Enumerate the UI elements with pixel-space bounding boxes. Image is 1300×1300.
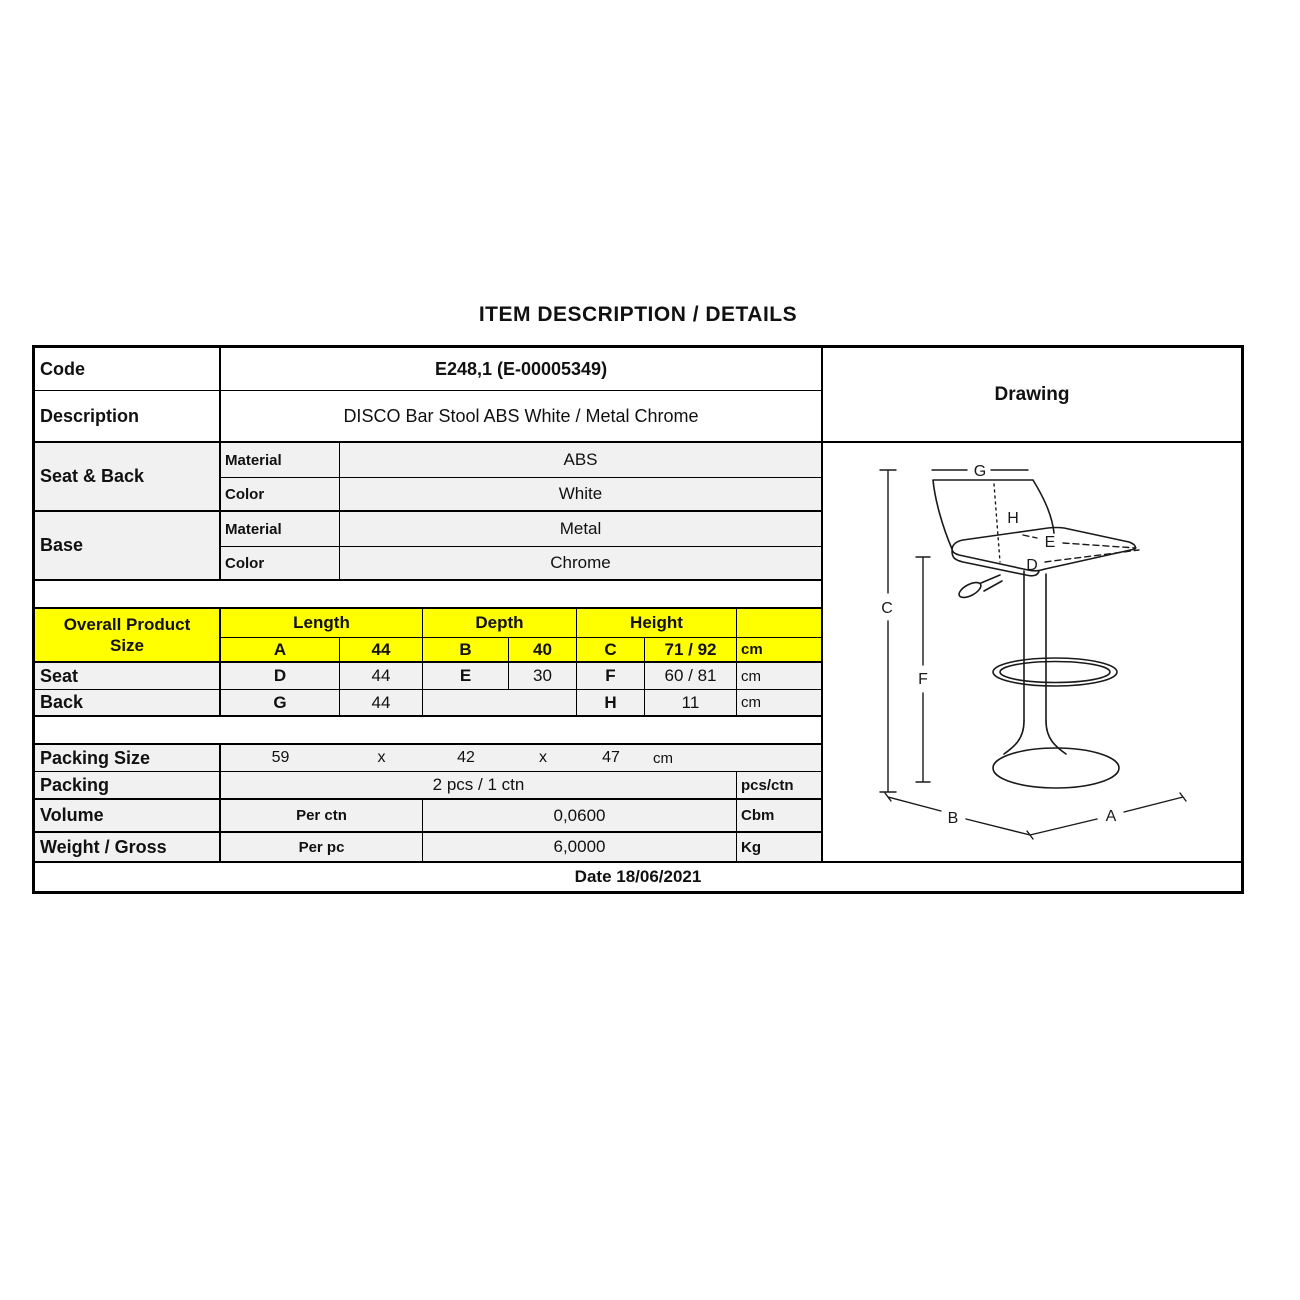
- dim-a-letter: A: [221, 638, 340, 663]
- size-corner-cell: [35, 609, 221, 663]
- dim-line-b: [885, 793, 1033, 839]
- stool-lever-arm: [981, 575, 1002, 591]
- dim-d-letter: D: [221, 663, 340, 690]
- seat-back-color-label: Color: [221, 478, 340, 512]
- height-header: Height: [577, 609, 737, 638]
- seat-back-label: Seat & Back: [35, 443, 221, 512]
- dim-f-unit: cm: [737, 663, 823, 690]
- dim-h-unit: cm: [737, 690, 823, 717]
- packing-size-value: [221, 745, 823, 772]
- dim-c-letter: C: [577, 638, 645, 663]
- dim-f-letter: F: [577, 663, 645, 690]
- weight-basis: Per pc: [221, 833, 423, 863]
- stool-column: [1024, 571, 1046, 721]
- packing-size-x2: x: [539, 749, 547, 766]
- weight-unit: Kg: [737, 833, 823, 863]
- stool-footring-inner: [1000, 662, 1110, 683]
- back-row-label: Back: [35, 690, 221, 717]
- dim-g-value: 44: [340, 690, 423, 717]
- dim-b-value: 40: [509, 638, 577, 663]
- packing-size-parts: [221, 745, 821, 771]
- stool-lever-handle: [957, 580, 983, 601]
- volume-unit: Cbm: [737, 800, 823, 833]
- packing-unit: pcs/ctn: [737, 772, 823, 800]
- base-label: Base: [35, 512, 221, 581]
- back-row-blank: [423, 690, 577, 717]
- dim-label-a: A: [1105, 808, 1117, 825]
- description-label: Description: [35, 391, 221, 443]
- dim-b-letter: B: [423, 638, 509, 663]
- dim-h-value: 11: [645, 690, 737, 717]
- seat-back-color-value: White: [340, 478, 823, 512]
- spacer-row: [35, 581, 823, 609]
- seat-back-material-label: Material: [221, 443, 340, 478]
- dim-label-d: D: [1026, 557, 1038, 574]
- code-value: E248,1 (E-00005349): [221, 348, 823, 391]
- size-corner-line2: Size: [109, 636, 145, 655]
- weight-label: Weight / Gross: [35, 833, 221, 863]
- dim-h-letter: H: [577, 690, 645, 717]
- packing-size-unit: cm: [653, 749, 673, 767]
- base-color-label: Color: [221, 547, 340, 581]
- packing-size-w: 59: [271, 749, 290, 766]
- dim-d-value: 44: [340, 663, 423, 690]
- dim-line-c: [880, 470, 896, 792]
- packing-size-d: 42: [457, 749, 475, 766]
- stool-backrest: [933, 480, 1054, 549]
- packing-size-label: Packing Size: [35, 745, 221, 772]
- date-row: Date 18/06/2021: [574, 867, 702, 886]
- dim-e-value: 30: [509, 663, 577, 690]
- packing-size-x1: x: [377, 749, 386, 766]
- depth-header: Depth: [423, 609, 577, 638]
- packing-size-h: 47: [602, 749, 620, 766]
- dim-label-h: H: [1007, 510, 1019, 527]
- base-color-value: Chrome: [340, 547, 823, 581]
- dim-c-unit: cm: [737, 638, 823, 663]
- packing-label: Packing: [35, 772, 221, 800]
- description-value: DISCO Bar Stool ABS White / Metal Chrome: [221, 391, 823, 443]
- size-header-unit-blank: [737, 609, 823, 638]
- base-material-value: Metal: [340, 512, 823, 547]
- seat-back-material-value: ABS: [340, 443, 823, 478]
- dim-label-g: G: [973, 463, 987, 480]
- dim-line-f: [916, 557, 930, 782]
- code-label: Code: [35, 348, 221, 391]
- dim-line-e: [1023, 535, 1136, 548]
- dim-line-h: [994, 484, 1000, 562]
- dim-label-f: F: [918, 671, 928, 688]
- dim-c-value: 71 / 92: [645, 638, 737, 663]
- dim-label-c: C: [881, 600, 893, 617]
- drawing-area: [823, 443, 1241, 863]
- volume-value: 0,0600: [423, 800, 737, 833]
- seat-row-label: Seat: [35, 663, 221, 690]
- stool-base: [993, 748, 1119, 788]
- dim-label-e: E: [1044, 534, 1056, 551]
- dim-label-b: B: [947, 810, 959, 827]
- volume-label: Volume: [35, 800, 221, 833]
- length-header: Length: [221, 609, 423, 638]
- dim-line-d: [1045, 550, 1139, 562]
- spacer-row: [35, 717, 823, 745]
- dim-g-letter: G: [221, 690, 340, 717]
- spec-table: [32, 345, 1244, 894]
- weight-value: 6,0000: [423, 833, 737, 863]
- drawing-header: Drawing: [823, 348, 1241, 443]
- dim-a-value: 44: [340, 638, 423, 663]
- page-title: ITEM DESCRIPTION / DETAILS: [478, 303, 798, 326]
- base-material-label: Material: [221, 512, 340, 547]
- dim-e-letter: E: [423, 663, 509, 690]
- packing-value: 2 pcs / 1 ctn: [221, 772, 737, 800]
- bar-stool-drawing: [823, 443, 1241, 861]
- size-corner-line1: Overall Product: [63, 614, 191, 634]
- dim-f-value: 60 / 81: [645, 663, 737, 690]
- volume-basis: Per ctn: [221, 800, 423, 833]
